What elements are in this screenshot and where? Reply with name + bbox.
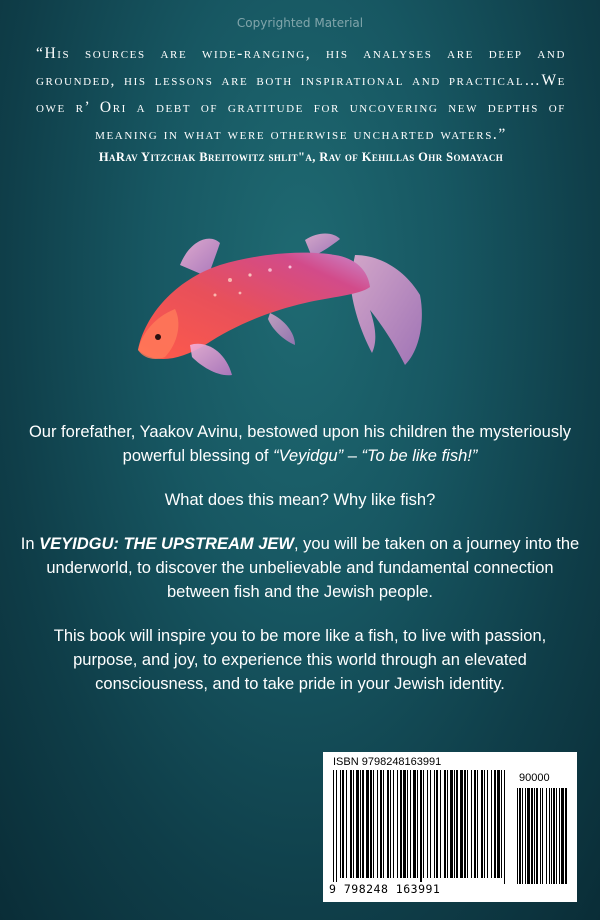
fish-eye	[155, 334, 161, 340]
price-bar	[519, 788, 521, 884]
barcode-bar	[366, 770, 369, 878]
barcode-bars	[331, 770, 569, 890]
isbn-label: ISBN 9798248163991	[333, 756, 442, 768]
barcode-bar	[494, 770, 496, 878]
price-bar	[556, 788, 557, 884]
barcode-bar	[477, 770, 478, 878]
price-bar	[546, 788, 547, 884]
price-bar	[525, 788, 526, 884]
barcode-digits: 9 798248 163991	[329, 882, 441, 896]
price-bar	[561, 788, 564, 884]
barcode-bar	[353, 770, 354, 878]
price-code: 90000	[519, 772, 550, 784]
blessing-quote: “Veyidgu”	[273, 447, 344, 465]
barcode-bar	[356, 770, 359, 878]
barcode-bar	[410, 770, 411, 878]
description-paragraph-1: Our forefather, Yaakov Avinu, bestowed upon his children the mysteriously powerful blessing of “Veyidgu” – “To be like fish!”	[28, 423, 572, 465]
barcode-bar	[377, 770, 378, 878]
book-title: VEYIDGU: THE UPSTREAM JEW	[39, 535, 294, 553]
price-bar	[531, 788, 533, 884]
barcode-bar	[397, 770, 398, 878]
barcode-bar	[342, 770, 344, 878]
barcode-bar	[504, 770, 505, 884]
barcode-bar	[387, 770, 389, 878]
barcode-bar	[460, 770, 463, 878]
price-bar	[542, 788, 543, 884]
barcode-bar	[370, 770, 372, 878]
barcode-bar	[333, 770, 334, 884]
price-bar	[553, 788, 555, 884]
barcode-bar	[417, 770, 418, 878]
barcode-bar	[362, 770, 364, 878]
barcode-bar	[487, 770, 488, 878]
barcode-bar	[467, 770, 468, 878]
watermark-text: Copyrighted Material	[236, 16, 364, 30]
barcode-bar	[491, 770, 492, 878]
barcode-bar	[484, 770, 485, 878]
fish-pectoral-fin	[190, 344, 232, 376]
price-bar	[565, 788, 567, 884]
description-paragraph-4: This book will inspire you to be more like a fish, to live with passion, purpose, and joy, to experience this world through an elevated consciousness, and to take pride in your Jewish identity.	[53, 627, 547, 693]
price-bar	[540, 788, 541, 884]
barcode-bar	[407, 770, 408, 878]
barcode-bar	[400, 770, 402, 878]
barcode-bar	[380, 770, 382, 878]
barcode-bar	[413, 770, 416, 878]
price-bar	[522, 788, 523, 884]
barcode-bar	[436, 770, 438, 878]
barcode-bar	[373, 770, 374, 878]
barcode-bar	[447, 770, 448, 878]
blessing-translation: “To be like fish!”	[361, 447, 478, 465]
barcode-bar	[430, 770, 431, 878]
price-bar	[559, 788, 560, 884]
barcode-bar	[360, 770, 361, 878]
isbn-barcode	[323, 752, 577, 902]
price-bar	[527, 788, 530, 884]
barcode-bar	[454, 770, 455, 878]
price-bar	[536, 788, 538, 884]
barcode-bar	[444, 770, 446, 878]
barcode-bar	[456, 770, 458, 878]
barcode-bar	[423, 770, 424, 878]
barcode-bar	[420, 770, 422, 884]
barcode-bar	[390, 770, 391, 878]
barcode-bar	[427, 770, 428, 878]
book-description	[20, 420, 580, 716]
barcode-bar	[403, 770, 406, 878]
barcode-bar	[501, 770, 502, 878]
barcode-bar	[434, 770, 435, 878]
barcode-bar	[340, 770, 341, 878]
price-bar	[549, 788, 550, 884]
barcode-bar	[350, 770, 352, 878]
barcode-bar	[346, 770, 347, 878]
barcode-bar	[464, 770, 466, 878]
barcode-bar	[383, 770, 384, 878]
review-author: HaRav Yitzchak Breitowitz shlit"a, Rav of Kehillas Ohr Somayach	[98, 150, 504, 164]
barcode-bar	[474, 770, 476, 878]
koi-fish-illustration	[120, 225, 440, 395]
price-bar	[551, 788, 552, 884]
description-paragraph-2: What does this mean? Why like fish?	[164, 491, 436, 509]
price-bar	[517, 788, 518, 884]
fish-belly-fin	[268, 313, 295, 345]
barcode-bar	[336, 770, 337, 884]
price-bar	[534, 788, 535, 884]
barcode-bar	[393, 770, 394, 878]
review-quote: “His sources are wide-ranging, his analyses are deep and grounded, his lessons are both inspirational and practical…We owe r’ Ori a debt of gratitude for uncovering new depths of meaning in what were otherwise uncharted waters.”	[36, 45, 566, 143]
barcode-bar	[440, 770, 441, 878]
barcode-bar	[481, 770, 483, 878]
barcode-bar	[450, 770, 453, 878]
barcode-bar	[497, 770, 500, 878]
review-quote-block	[36, 40, 566, 165]
barcode-bar	[471, 770, 472, 878]
description-paragraph-3: In VEYIDGU: THE UPSTREAM JEW, you will be taken on a journey into the underworld, to discover the unbelievable and fundamental connection between fish and the Jewish people.	[20, 535, 580, 601]
